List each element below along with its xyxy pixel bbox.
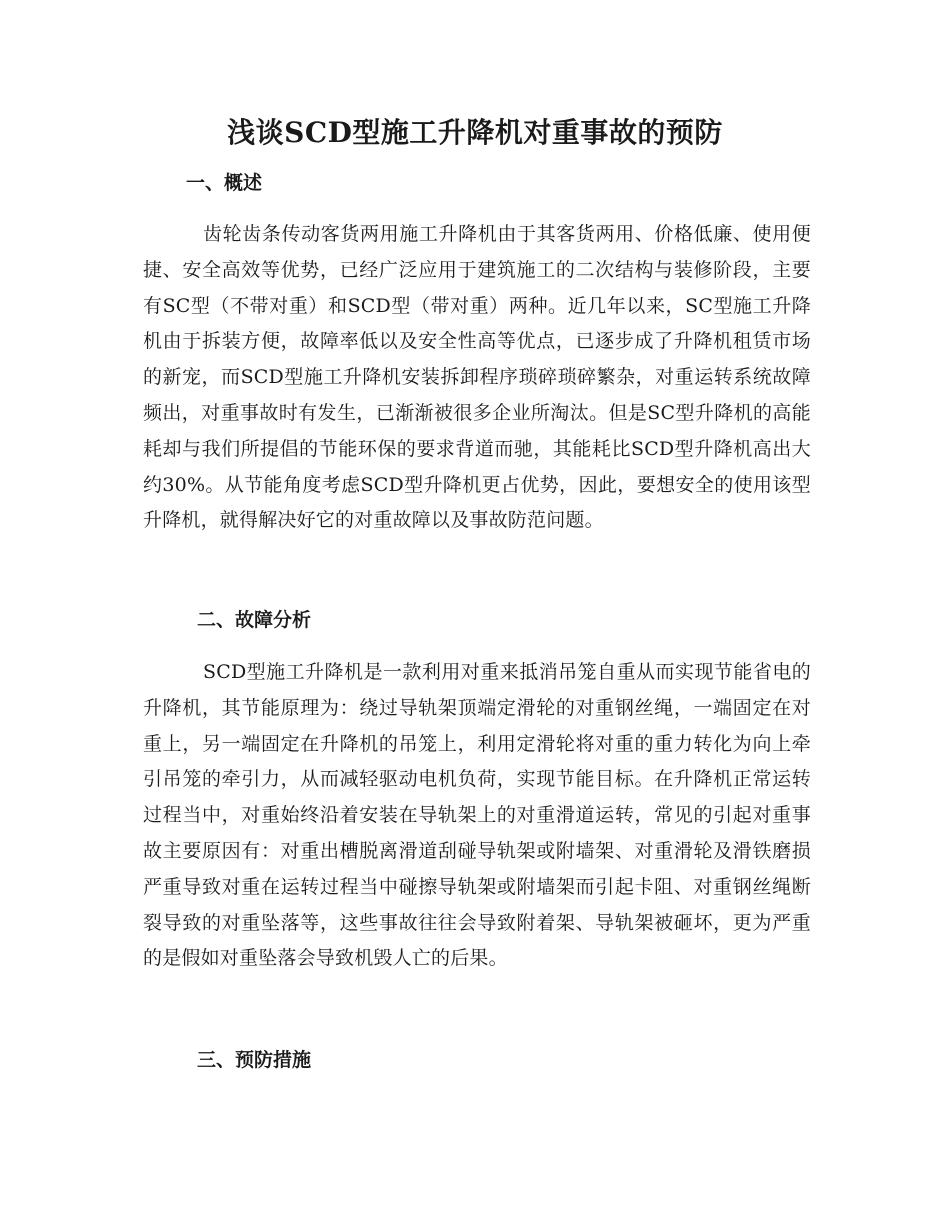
section-heading-prevention: 三、预防措施 [197, 1049, 312, 1071]
section-heading-overview: 一、概述 [186, 172, 263, 194]
section-paragraph-overview: 齿轮齿条传动客货两用施工升降机由于其客货两用、价格低廉、使用便捷、安全高效等优势，已经广泛应用于建筑施工的二次结构与装修阶段，主要有SC型（不带对重）和SCD型（带对重）两种。近几年以来，SC型施工升降机由于拆装方便，故障率低以及安全性高等优点，已逐步成了升降机租赁市场的新宠，而SCD型施工升降机安装拆卸程序琐碎琐碎繁杂，对重运转系统故障频出，对重事故时有发生，已渐渐被很多企业所淘汰。但是SC型升降机的高能耗却与我们所提倡的节能环保的要求背道而驰，其能耗比SCD型升降机高出大约30%。从节能角度考虑SCD型升降机更占优势，因此，要想安全的使用该型升降机，就得解决好它的对重故障以及事故防范问题。 [143, 223, 811, 532]
section-heading-fault-analysis: 二、故障分析 [197, 609, 312, 631]
document-title: 浅谈SCD型施工升降机对重事故的预防 [227, 116, 723, 149]
section-paragraph-fault-analysis: SCD型施工升降机是一款利用对重来抵消吊笼自重从而实现节能省电的升降机，其节能原理为：绕过导轨架顶端定滑轮的对重钢丝绳，一端固定在对重上，另一端固定在升降机的吊笼上，利用定滑轮将对重的重力转化为向上牵引吊笼的牵引力，从而减轻驱动电机负荷，实现节能目标。在升降机正常运转过程当中，对重始终沿着安装在导轨架上的对重滑道运转，常见的引起对重事故主要原因有：对重出槽脱离滑道刮碰导轨架或附墙架、对重滑轮及滑铁磨损严重导致对重在运转过程当中碰擦导轨架或附墙架而引起卡阻、对重钢丝绳断裂导致的对重坠落等，这些事故往往会导致附着架、导轨架被砸坏，更为严重的是假如对重坠落会导致机毁人亡的后果。 [143, 661, 811, 970]
